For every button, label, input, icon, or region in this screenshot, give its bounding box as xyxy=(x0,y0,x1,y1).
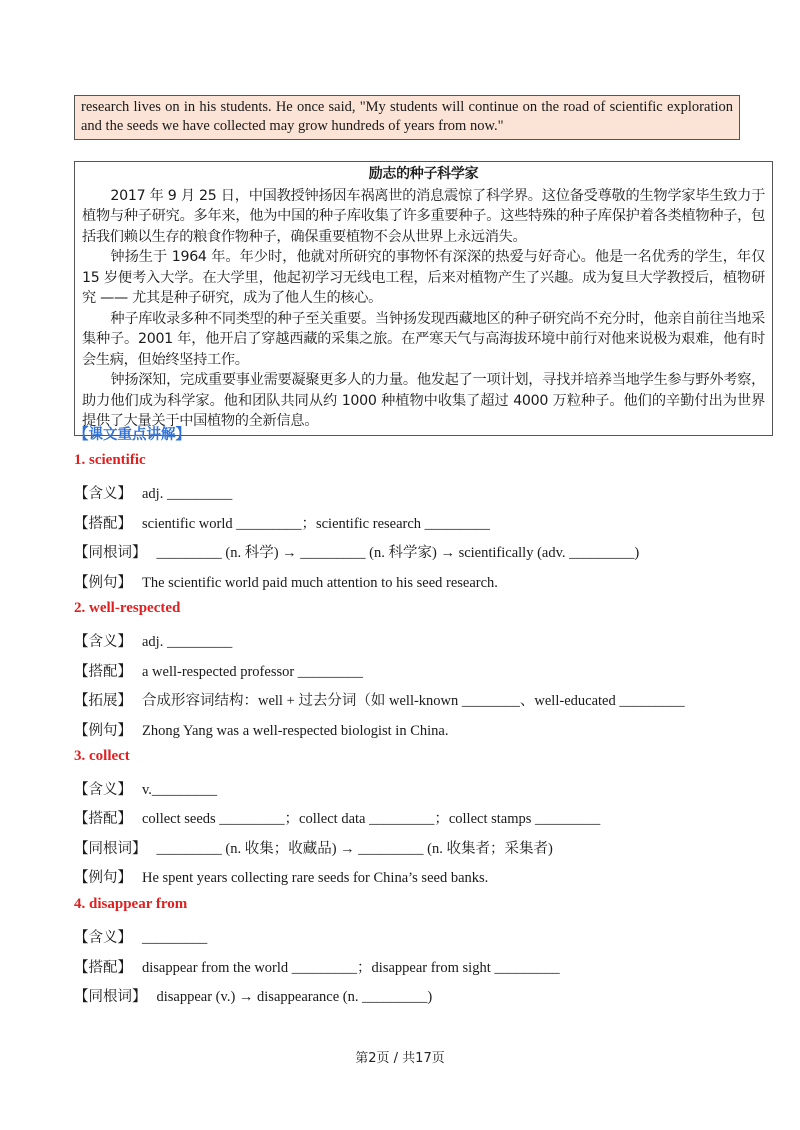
word-heading-scientific: 1. scientific xyxy=(74,452,146,468)
row-text: a well-respected professor _________ xyxy=(142,664,364,680)
row-text: _________ (n. 科学) → _________ (n. 科学家) → scientifically (adv. _________) xyxy=(156,545,640,561)
row-text: disappear (v.) → disappearance (n. _________) xyxy=(156,989,433,1005)
translation-paragraph: 钟扬生于 1964 年。年少时，他就对所研究的事物怀有深深的热爱与好奇心。他是一名优秀的学生，年仅 15 岁便考入大学。在大学里，他起初学习无线电工程，后来对植物产生了兴趣。成为复旦大学教授后，植物研究 —— 尤其是种子研究，成为了他人生的核心。 xyxy=(82,249,765,306)
cognate-row xyxy=(74,837,553,858)
meaning-row xyxy=(74,778,217,799)
row-text: adj. _________ xyxy=(142,486,233,502)
translation-paragraph: 种子库收录多种不同类型的种子至关重要。当钟扬发现西藏地区的种子研究尚不充分时，他亲自前往当地采集种子。2001 年，他开启了穿越西藏的采集之旅。在严寒天气与高海拔环境中前行对他来说极为艰难，他有时会生病，但始终坚持工作。 xyxy=(82,310,765,368)
example-row xyxy=(74,719,448,740)
section-heading: 【课文重点讲解】 xyxy=(74,427,190,443)
extension-row xyxy=(74,689,685,710)
english-excerpt-box xyxy=(74,95,740,140)
translation-box xyxy=(74,161,773,436)
row-text: collect seeds _________；collect data _________；collect stamps _________ xyxy=(142,811,601,827)
row-tag: 【例句】 xyxy=(74,870,132,886)
meaning-row xyxy=(74,926,207,947)
translation-paragraph: 2017 年 9 月 25 日，中国教授钟扬因车祸离世的消息震惊了科学界。这位备受尊敬的生物学家毕生致力于植物与种子研究。多年来，他为中国的种子库收集了许多重要种子。这些特殊的种子库保护着各类植物种子，包括我们赖以生存的粮食作物种子，确保重要植物不会从世界上永远消失。 xyxy=(82,187,765,245)
row-tag: 【同根词】 xyxy=(74,989,147,1005)
row-text: _________ (n. 收集；收藏品) → _________ (n. 收集者；采集者) xyxy=(156,841,553,857)
row-text: disappear from the world _________；disappear from sight _________ xyxy=(142,960,560,976)
row-tag: 【含义】 xyxy=(74,782,132,798)
collocation-row xyxy=(74,512,490,533)
collocation-row xyxy=(74,956,560,977)
collocation-row xyxy=(74,807,600,828)
word-heading-collect: 3. collect xyxy=(74,748,130,764)
row-text: adj. _________ xyxy=(142,634,233,650)
row-tag: 【例句】 xyxy=(74,575,132,591)
row-tag: 【含义】 xyxy=(74,486,132,502)
row-tag: 【拓展】 xyxy=(74,693,132,709)
example-row xyxy=(74,571,498,592)
word-heading-disappear-from: 4. disappear from xyxy=(74,896,188,912)
row-text: v._________ xyxy=(142,782,218,798)
row-text: The scientific world paid much attention to his seed research. xyxy=(142,575,498,591)
meaning-row xyxy=(74,630,232,651)
cognate-row xyxy=(74,541,639,562)
word-heading-well-respected: 2. well-respected xyxy=(74,600,181,616)
row-tag: 【搭配】 xyxy=(74,516,132,532)
row-tag: 【搭配】 xyxy=(74,960,132,976)
row-text: He spent years collecting rare seeds for China’s seed banks. xyxy=(142,870,489,886)
example-row xyxy=(74,866,488,887)
row-text: 合成形容词结构：well + 过去分词（如 well-known ________、well-educated _________ xyxy=(142,693,685,709)
translation-title: 励志的种子科学家 xyxy=(368,166,479,182)
row-text: Zhong Yang was a well-respected biologist in China. xyxy=(142,723,449,739)
page-footer: 第2页 / 共17页 xyxy=(355,1051,445,1066)
english-excerpt-text: research lives on in his students. He once said, "My students will continue on the road of scientific exploration and the seeds we have collected may grow hundreds of years from now." xyxy=(81,99,733,134)
collocation-row xyxy=(74,660,363,681)
meaning-row xyxy=(74,482,232,503)
row-text: _________ xyxy=(142,930,208,946)
row-tag: 【同根词】 xyxy=(74,545,147,561)
row-tag: 【搭配】 xyxy=(74,664,132,680)
row-tag: 【例句】 xyxy=(74,723,132,739)
cognate-row xyxy=(74,985,432,1006)
row-tag: 【同根词】 xyxy=(74,841,147,857)
row-tag: 【搭配】 xyxy=(74,811,132,827)
row-tag: 【含义】 xyxy=(74,634,132,650)
row-tag: 【含义】 xyxy=(74,930,132,946)
row-text: scientific world _________；scientific research _________ xyxy=(142,516,490,532)
translation-paragraph: 钟扬深知，完成重要事业需要凝聚更多人的力量。他发起了一项计划，寻找并培养当地学生参与野外考察，助力他们成为科学家。他和团队共同从约 1000 种植物中收集了超过 4000 万粒种子。他们的辛勤付出为世界提供了大量关于中国植物的全新信息。 xyxy=(82,372,765,429)
